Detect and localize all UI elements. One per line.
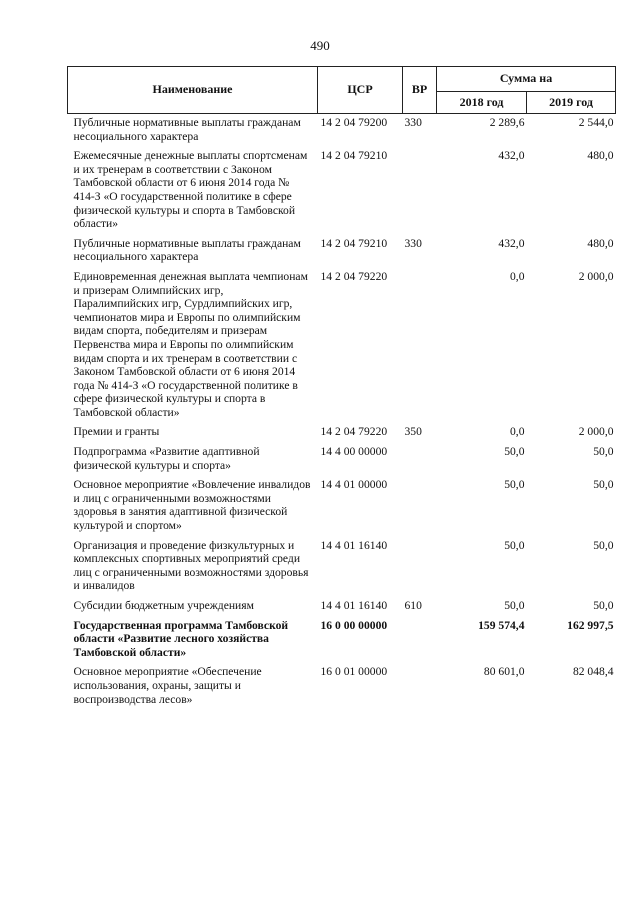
row-vr-code: 330 bbox=[404, 236, 422, 250]
row-csr-code: 14 2 04 79220 bbox=[320, 269, 388, 283]
table-row bbox=[68, 268, 616, 424]
row-vr-code: 610 bbox=[404, 599, 422, 612]
row-csr-code: 14 2 04 79210 bbox=[320, 236, 388, 250]
row-name: Организация и проведение физкультурных и комплексных спортивных мероприятий среди лиц с ограниченными возможностями здоровья и инвалидов bbox=[73, 538, 309, 593]
row-amount-2019: 82 048,4 bbox=[572, 665, 614, 679]
header-name: Наименование bbox=[68, 67, 318, 114]
header-vr: ВР bbox=[403, 67, 437, 114]
table-header bbox=[68, 67, 616, 114]
header-year-2019: 2019 год bbox=[527, 92, 616, 114]
row-amount-2019: 2 544,0 bbox=[578, 116, 614, 129]
row-amount-2018: 50,0 bbox=[504, 478, 525, 492]
row-vr-code bbox=[403, 268, 437, 424]
row-amount-2019: 50,0 bbox=[593, 445, 614, 459]
row-amount-2019: 480,0 bbox=[587, 236, 614, 250]
row-amount-2018: 432,0 bbox=[498, 236, 525, 250]
header-amount: Сумма на bbox=[437, 67, 616, 92]
row-amount-2018: 0,0 bbox=[510, 269, 525, 283]
row-name: Единовременная денежная выплата чемпионам и призерам Олимпийских игр, Паралимпийских игр, Сурдлимпийских игр, чемпионатов мира и Европы по олимпийским видам спорта, победителям и призерам Первенства мира и Европы по олимпийским видам спорта и их тренерам в соответствии с Законом Тамбовской области от 6 июня 2014 года № 414-З «О государственной политике в сфере физической культуры и спорта в Тамбовской области» bbox=[73, 269, 308, 419]
table-row bbox=[68, 597, 616, 617]
table-row bbox=[68, 147, 616, 235]
row-amount-2018: 50,0 bbox=[504, 538, 525, 552]
row-vr-code bbox=[403, 147, 437, 235]
table-row bbox=[68, 663, 616, 710]
page-number: 490 bbox=[310, 38, 330, 53]
budget-table bbox=[67, 66, 616, 710]
row-csr-code: 16 0 01 00000 bbox=[320, 665, 388, 679]
row-csr-code: 14 2 04 79220 bbox=[320, 425, 388, 439]
table-row bbox=[68, 443, 616, 476]
table-row bbox=[68, 235, 616, 268]
row-name: Основное мероприятие «Обеспечение использования, охраны, защиты и воспроизводства лесов» bbox=[73, 665, 262, 706]
row-csr-code: 14 4 01 16140 bbox=[320, 538, 388, 552]
row-amount-2019: 480,0 bbox=[587, 149, 614, 163]
header-year-2018: 2018 год bbox=[437, 92, 527, 114]
row-amount-2019: 50,0 bbox=[593, 599, 614, 612]
table-row bbox=[68, 476, 616, 536]
row-amount-2018: 80 601,0 bbox=[483, 665, 525, 679]
row-csr-code: 14 4 01 16140 bbox=[320, 599, 388, 612]
row-vr-code: 330 bbox=[404, 116, 422, 129]
row-csr-code: 14 2 04 79200 bbox=[320, 116, 388, 129]
row-csr-code: 14 4 00 00000 bbox=[320, 445, 388, 459]
row-vr-code bbox=[403, 443, 437, 476]
table-body bbox=[68, 114, 616, 711]
row-name: Публичные нормативные выплаты гражданам несоциального характера bbox=[73, 236, 301, 264]
row-csr-code: 14 4 01 00000 bbox=[320, 478, 388, 492]
table-row bbox=[68, 114, 616, 148]
row-amount-2018: 50,0 bbox=[504, 445, 525, 459]
row-csr-code: 16 0 00 00000 bbox=[320, 618, 388, 632]
row-name: Премии и гранты bbox=[73, 425, 160, 439]
row-name: Ежемесячные денежные выплаты спортсменам и их тренерам в соответствии с Законом Тамбовской области от 6 июня 2014 года № 414-З «О государственной политике в сфере физической культуры и спорта в Тамбовской области» bbox=[73, 149, 308, 231]
row-amount-2018: 432,0 bbox=[498, 149, 525, 163]
row-amount-2018: 50,0 bbox=[504, 599, 525, 612]
table-row bbox=[68, 423, 616, 443]
row-vr-code bbox=[403, 537, 437, 597]
row-name: Публичные нормативные выплаты гражданам несоциального характера bbox=[73, 116, 301, 143]
row-amount-2019: 162 997,5 bbox=[567, 618, 614, 632]
row-vr-code: 350 bbox=[404, 425, 422, 439]
table-row bbox=[68, 537, 616, 597]
row-vr-code bbox=[403, 476, 437, 536]
row-amount-2018: 159 574,4 bbox=[478, 618, 525, 632]
row-amount-2018: 2 289,6 bbox=[489, 116, 525, 129]
row-amount-2019: 2 000,0 bbox=[578, 269, 614, 283]
header-csr: ЦСР bbox=[318, 67, 403, 114]
row-amount-2019: 2 000,0 bbox=[578, 425, 614, 439]
row-amount-2019: 50,0 bbox=[593, 538, 614, 552]
row-name: Подпрограмма «Развитие адаптивной физической культуры и спорта» bbox=[73, 445, 260, 472]
row-name: Основное мероприятие «Вовлечение инвалидов и лиц с ограниченными возможностями здоровья в занятия адаптивной физической культурой и спортом» bbox=[73, 478, 311, 533]
table-row bbox=[68, 617, 616, 664]
row-vr-code bbox=[403, 663, 437, 710]
row-name: Государственная программа Тамбовской области «Развитие лесного хозяйства Тамбовской области» bbox=[73, 618, 289, 659]
row-vr-code bbox=[403, 617, 437, 664]
row-amount-2018: 0,0 bbox=[510, 425, 525, 439]
row-csr-code: 14 2 04 79210 bbox=[320, 149, 388, 163]
row-amount-2019: 50,0 bbox=[593, 478, 614, 492]
row-name: Субсидии бюджетным учреждениям bbox=[73, 599, 254, 612]
